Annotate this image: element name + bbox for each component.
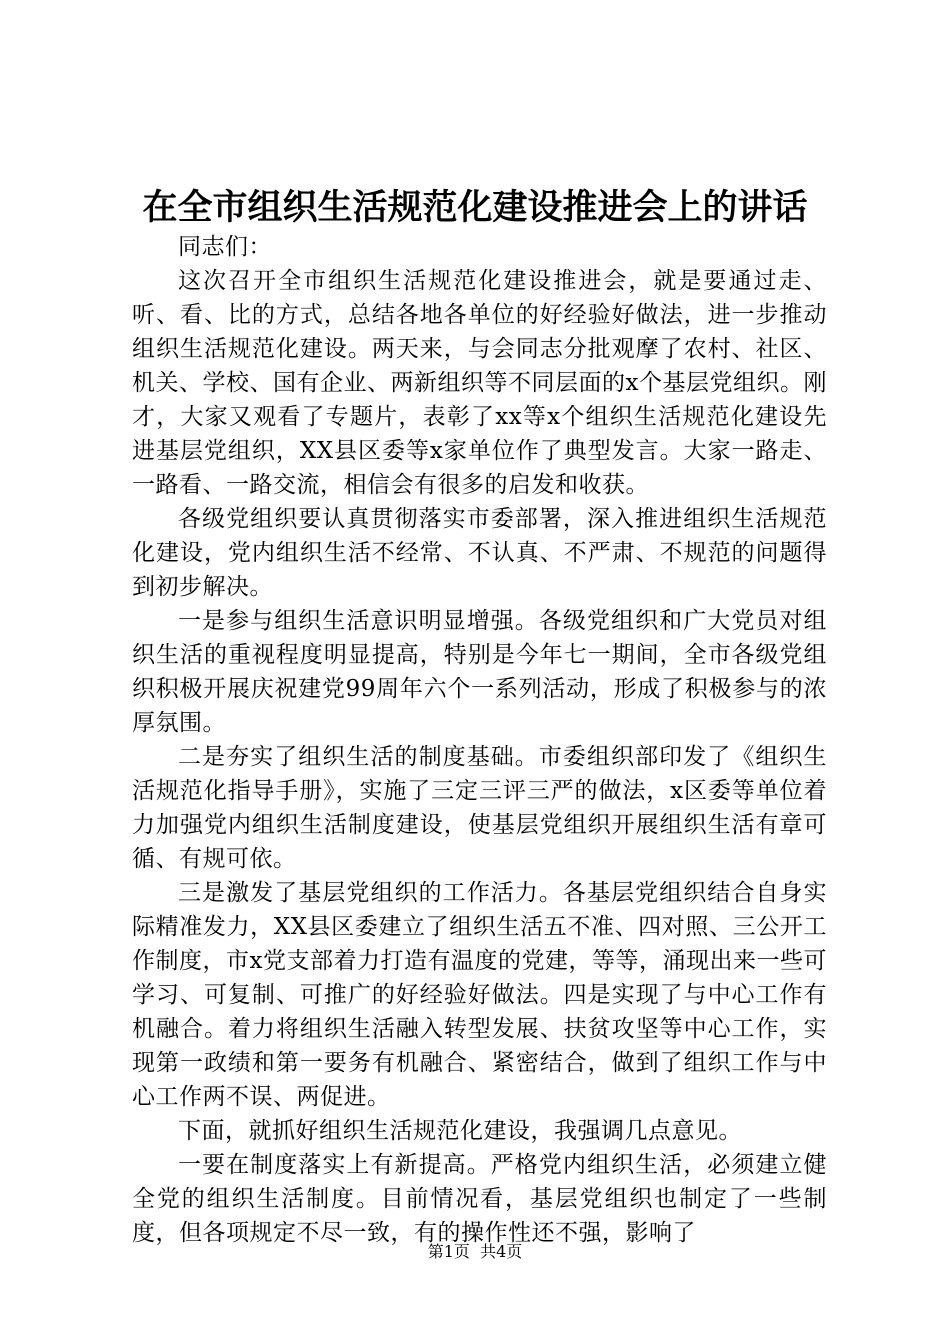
document-body — [132, 230, 827, 1250]
paragraph: 各级党组织要认真贯彻落实市委部署，深入推进组织生活规范化建设，党内组织生活不经常、不认真、不严肃、不规范的问题得到初步解决。 — [132, 506, 827, 600]
paragraph: 一是参与组织生活意识明显增强。各级党组织和广大党员对组织生活的重视程度明显提高，特别是今年七一期间，全市各级党组织积极开展庆祝建党99周年六个一系列活动，形成了积极参与的浓厚氛围。 — [132, 608, 827, 736]
paragraph: 一要在制度落实上有新提高。严格党内组织生活，必须建立健全党的组织生活制度。目前情况看，基层党组织也制定了一些制度，但各项规定不尽一致，有的操作性还不强，影响了 — [132, 1152, 827, 1246]
paragraph: 下面，就抓好组织生活规范化建设，我强调几点意见。 — [178, 1118, 742, 1144]
paragraph: 这次召开全市组织生活规范化建设推进会，就是要通过走、听、看、比的方式，总结各地各单位的好经验好做法，进一步推动组织生活规范化建设。两天来，与会同志分批观摩了农村、社区、机关、学校、国有企业、两新组织等不同层面的x个基层党组织。刚才，大家又观看了专题片，表彰了xx等x个组织生活规范化建设先进基层党组织，XX县区委等x家单位作了典型发言。大家一路走、一路看、一路交流，相信会有很多的启发和收获。 — [132, 268, 827, 498]
document-title: 在全市组织生活规范化建设推进会上的讲话 — [142, 187, 808, 228]
paragraph-salutation: 同志们： — [178, 234, 272, 260]
paragraph: 三是激发了基层党组织的工作活力。各基层党组织结合自身实际精准发力，XX县区委建立了组织生活五不准、四对照、三公开工作制度，市x党支部着力打造有温度的党建，等等，涌现出来一些可学习、可复制、可推广的好经验好做法。四是实现了与中心工作有机融合。着力将组织生活融入转型发展、扶贫攻坚等中心工作，实现第一政绩和第一要务有机融合、紧密结合，做到了组织工作与中心工作两不误、两促进。 — [132, 880, 827, 1110]
page-total: 共4页 — [480, 1242, 523, 1261]
page-footer — [0, 1240, 950, 1264]
paragraph: 二是夯实了组织生活的制度基础。市委组织部印发了《组织生活规范化指导手册》，实施了三定三评三严的做法，x区委等单位着力加强党内组织生活制度建设，使基层党组织开展组织生活有章可循、有规可依。 — [132, 744, 827, 872]
page-number: 第1页 — [427, 1242, 470, 1261]
